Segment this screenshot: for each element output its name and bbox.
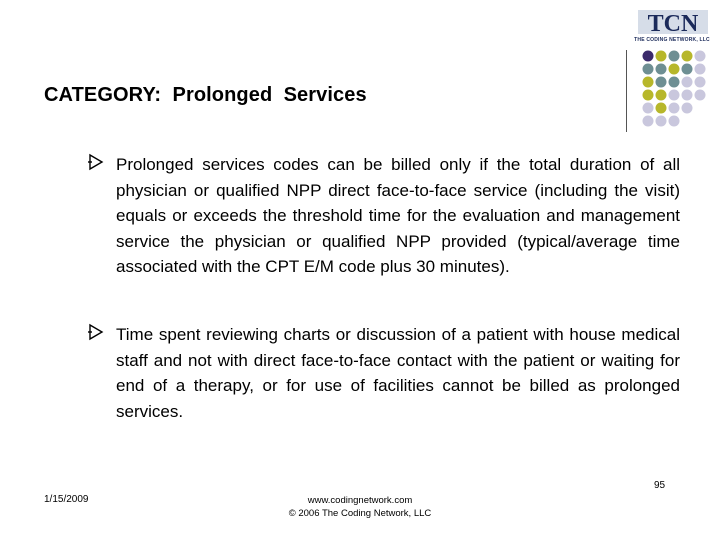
bullet-item [88,322,680,424]
dot [669,116,680,127]
dot [643,116,654,127]
dot [643,77,654,88]
dot [682,103,693,114]
divider-line [626,50,627,132]
dot [695,77,706,88]
decorative-dot-grid [640,48,720,148]
dot [682,64,693,75]
arrow-bullet-icon [88,322,106,342]
dot [643,64,654,75]
dot [656,116,667,127]
dot [669,103,680,114]
dot [643,51,654,62]
logo-subtitle: THE CODING NETWORK, LLC [634,37,710,43]
arrow-bullet-icon [88,152,106,172]
dot [695,64,706,75]
footer-date: 1/15/2009 [44,494,89,505]
footer-center [240,494,480,520]
dot [669,90,680,101]
slide-title: CATEGORY: Prolonged Services [44,84,367,106]
bullet-item [88,152,680,280]
dot [656,77,667,88]
dot [656,51,667,62]
dot [656,103,667,114]
dot [656,64,667,75]
dot [682,51,693,62]
dot [669,77,680,88]
dot [669,51,680,62]
tcn-logo-mark [638,6,708,38]
bullet-text: Prolonged services codes can be billed only if the total duration of all physician or qualified NPP direct face-to-face service (including the visit) equals or exceeds the threshold time for the evaluation and management service the physician or qualified NPP provided (typical/average time associated with the CPT E/M code plus 30 minutes). [116,155,680,276]
dot [682,90,693,101]
dot [682,77,693,88]
company-logo [630,6,714,46]
dot [695,51,706,62]
dot [643,103,654,114]
dot [656,90,667,101]
footer-website: www.codingnetwork.com [307,495,413,506]
dot [643,90,654,101]
dot [695,90,706,101]
footer-copyright: © 2006 The Coding Network, LLC [288,508,432,519]
bullet-text: Time spent reviewing charts or discussion of a patient with house medical staff and not with direct face-to-face contact with the patient or waiting for end of a therapy, or for use of facilities cannot be billed as prolonged services. [116,325,680,421]
dot [669,64,680,75]
logo-brand-text: TCN [647,11,699,37]
page-number: 95 [654,480,666,491]
